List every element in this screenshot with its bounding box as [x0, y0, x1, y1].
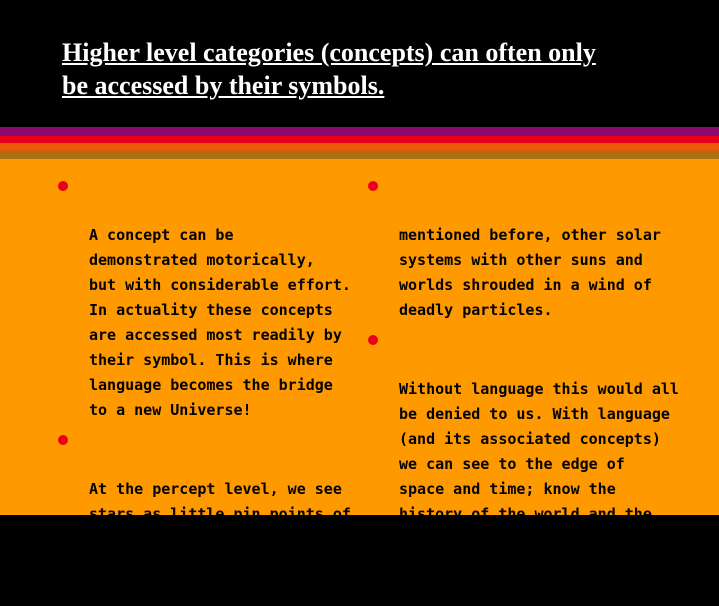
- bullet-text: Without language this would all be denied to us. With language (and its associated concepts) we can see to the edge of space and time; know the history of the world and the Universe and foresee the future for billions of years to come.: [399, 380, 679, 598]
- slide-title: Higher level categories (concepts) can often only be accessed by their symbols.: [62, 38, 596, 100]
- content-panel: [0, 159, 719, 598]
- divider-stripe-orange: [0, 143, 719, 151]
- bullet-item: [366, 173, 706, 323]
- bullet-text: A concept can be demonstrated motorically, but with considerable effort. In actuality these concepts are accessed most readily by their symbol. This is where language becomes the bridge to a new Universe!: [89, 226, 351, 419]
- divider-stripe-red: [0, 136, 719, 143]
- bullet-dot-icon: [58, 435, 68, 445]
- divider-stripe-purple: [0, 127, 719, 136]
- bullet-item: [56, 427, 356, 602]
- right-column: [366, 173, 706, 606]
- bullet-dot-icon: [368, 335, 378, 345]
- bullet-item: [56, 173, 356, 423]
- bullet-dot-icon: [368, 181, 378, 191]
- bullet-text: mentioned before, other solar systems with other suns and worlds shrouded in a wind of deadly particles.: [399, 226, 661, 319]
- bullet-dot-icon: [58, 181, 68, 191]
- bullet-text: At the percept level, we see stars as little pin points of light, some blue, some red and some white. At the concept level we see, as I: [89, 480, 351, 598]
- divider-stripe-brown: [0, 151, 719, 159]
- left-column: [56, 173, 356, 606]
- bullet-item: [366, 327, 706, 602]
